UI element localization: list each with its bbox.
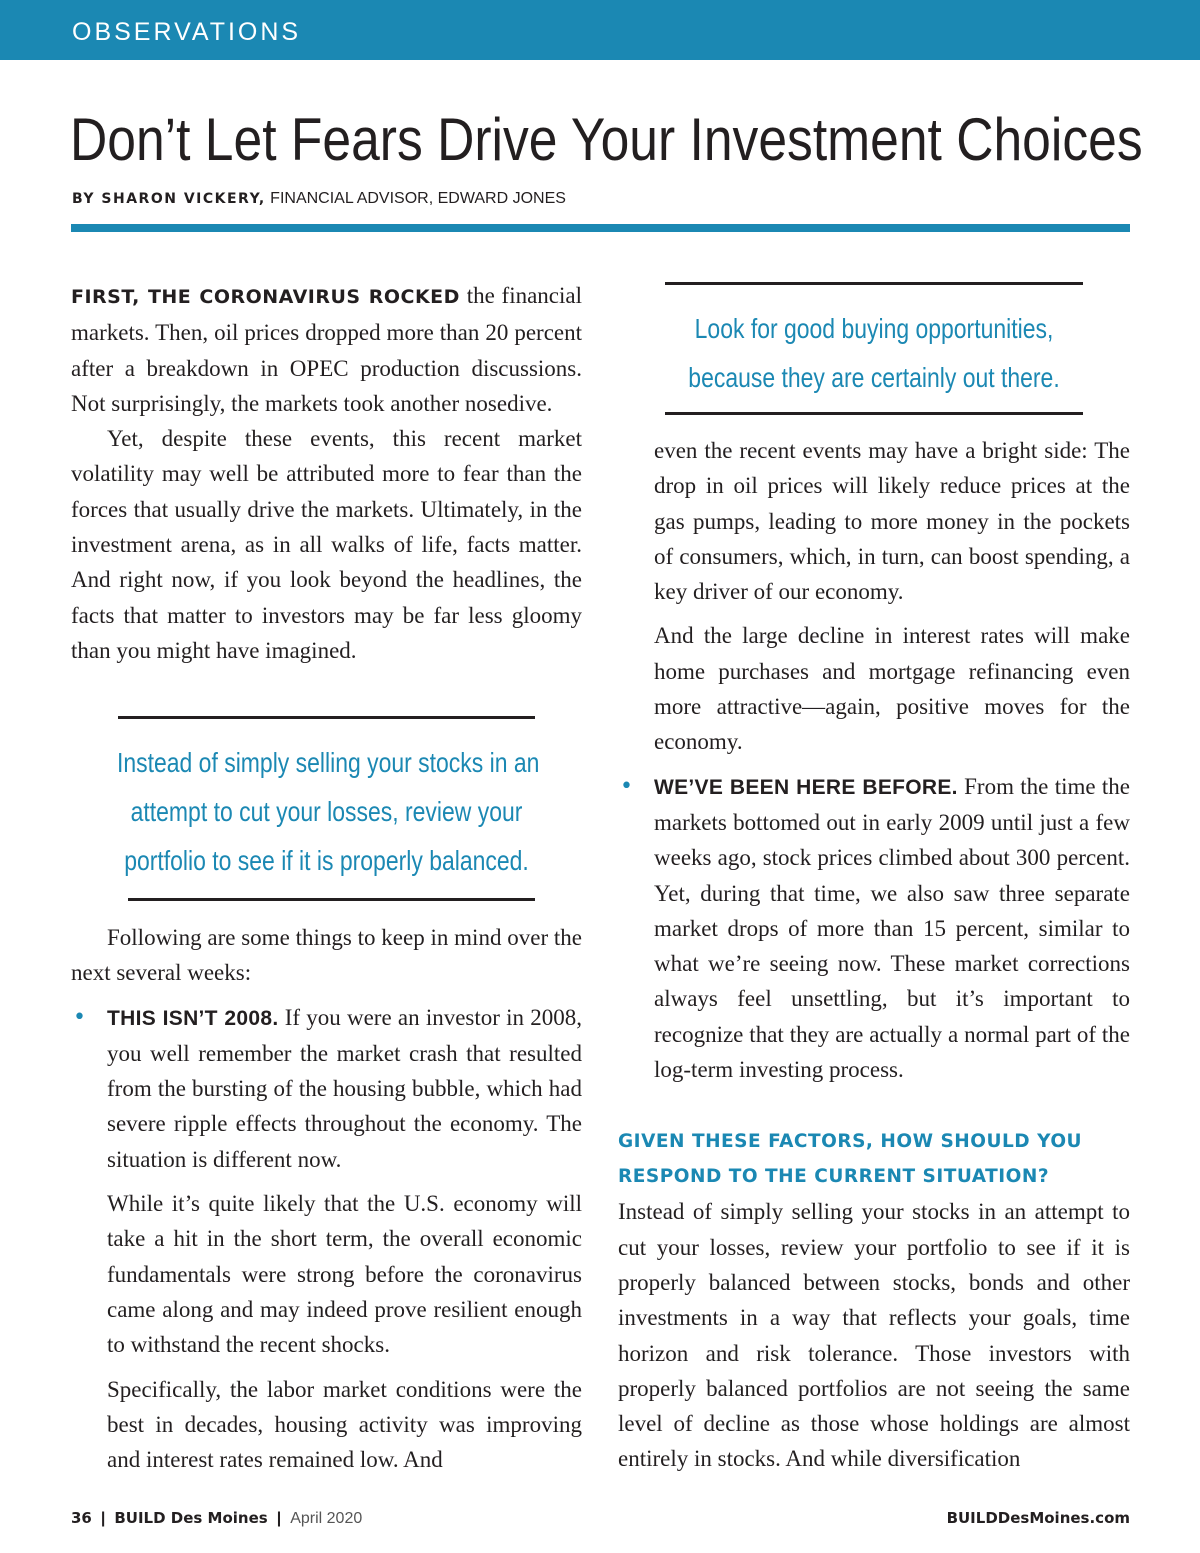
footer-separator: |	[100, 1510, 106, 1527]
bullet-paragraph	[107, 1000, 582, 1177]
pull-quote-bottom-rule	[665, 412, 1083, 415]
bullet-body: From the time the markets bottomed out in early 2009 until just a few weeks ago, stock prices climbed about 300 percent. Yet, during that time, we also saw three separate market drops of more than 15 percent, similar to what we’re seeing now. These market corrections always feel unsettling, but it’s important to recognize that they are actually a normal part of the log-term investing process.	[654, 773, 1130, 1083]
bullet-heading: WE’VE BEEN HERE BEFORE.	[654, 775, 958, 799]
bullet-body: If you were an investor in 2008, you well remember the market crash that resulted from the bursting of the housing bubble, which had severe ripple effects throughout the economy. The situation is different now.	[107, 1004, 583, 1172]
bullet-continuation: Specifically, the labor market conditions were the best in decades, housing activity was improving and interest rates remained low. And	[107, 1376, 582, 1473]
intro-body: the financial markets. Then, oil prices dropped more than 20 percent after a breakdown in OPEC production discussions. Not surprisingly, the markets took another nosedive.	[71, 283, 582, 416]
pull-quote-top-rule	[118, 716, 535, 719]
pull-quote-left	[71, 716, 582, 906]
issue-date: April 2020	[290, 1510, 363, 1527]
bullet-icon: •	[73, 1004, 86, 1030]
section-label: OBSERVATIONS	[72, 18, 302, 46]
pull-quote-line: because they are certainly out there.	[688, 362, 1060, 393]
bullet-heading: THIS ISN’T 2008.	[107, 1006, 279, 1030]
byline-role: FINANCIAL ADVISOR, EDWARD JONES	[265, 190, 566, 207]
bullet-continuation: And the large decline in interest rates will make home purchases and mortgage refinancing even more attractive—again, positive moves for the economy.	[654, 623, 1130, 755]
header-divider	[71, 224, 1130, 232]
section-header-bar	[0, 0, 1200, 60]
byline	[72, 190, 566, 208]
bullet-continuation: While it’s quite likely that the U.S. economy will take a hit in the short term, the overall economic fundamentals were strong before the coronavirus came along and may indeed prove resilient enough to withstand the recent shocks.	[107, 1191, 582, 1358]
bullet-icon: •	[620, 773, 633, 799]
pull-quote-right	[618, 282, 1130, 417]
left-column-lower	[71, 920, 582, 1477]
bullet-continuation: even the recent events may have a bright side: The drop in oil prices will likely reduce prices at the gas pumps, leading to more money in the pockets of consumers, which, in turn, can boost spending, a key driver of our economy.	[654, 438, 1130, 605]
section-subhead: GIVEN THESE FACTORS, HOW SHOULD YOU RESPOND TO THE CURRENT SITUATION?	[618, 1131, 1083, 1188]
footer-separator: |	[276, 1510, 282, 1527]
bullet-item	[618, 769, 1130, 1088]
byline-author: BY SHARON VICKERY,	[72, 191, 266, 207]
footer-left	[71, 1509, 362, 1528]
publication-name: BUILD Des Moines	[114, 1509, 268, 1527]
pull-quote-line: Instead of simply selling your stocks in an	[116, 747, 540, 778]
bullet-item	[71, 1000, 582, 1177]
pull-quote-line: portfolio to see if it is properly balanced.	[124, 845, 529, 876]
page-number: 36	[71, 1509, 92, 1527]
body-paragraph: Yet, despite these events, this recent market volatility may well be attributed more to fear than the forces that usually drive the markets. Ultimately, in the investment arena, as in all walks of life, facts matter. And right now, if you look beyond the headlines, the facts that matter to investors may be far less gloomy than you might have imagined.	[71, 426, 582, 663]
intro-lead-in: FIRST, THE CORONAVIRUS ROCKED	[71, 286, 460, 308]
footer-website: BUILDDesMoines.com	[946, 1509, 1130, 1527]
body-paragraph: Following are some things to keep in mind over the next several weeks:	[71, 925, 582, 986]
intro-paragraph	[71, 278, 582, 421]
article-title: Don’t Let Fears Drive Your Investment Choices	[70, 106, 1143, 173]
right-column	[618, 433, 1130, 1477]
pull-quote-line: attempt to cut your losses, review your	[130, 796, 523, 827]
body-paragraph: Instead of simply selling your stocks in an attempt to cut your losses, review your portfolio to see if it is properly balanced between stocks, bonds and other investments in a way that reflects your goals, time horizon and risk tolerance. Those investors with properly balanced portfolios are not seeing the same level of decline as those whose holdings are almost entirely in stocks. And while diversification	[618, 1199, 1130, 1472]
bullet-paragraph	[654, 769, 1130, 1088]
pull-quote-bottom-rule	[128, 898, 535, 901]
pull-quote-top-rule	[665, 282, 1083, 285]
pull-quote-line: Look for good buying opportunities,	[694, 313, 1054, 344]
left-column	[71, 278, 582, 668]
